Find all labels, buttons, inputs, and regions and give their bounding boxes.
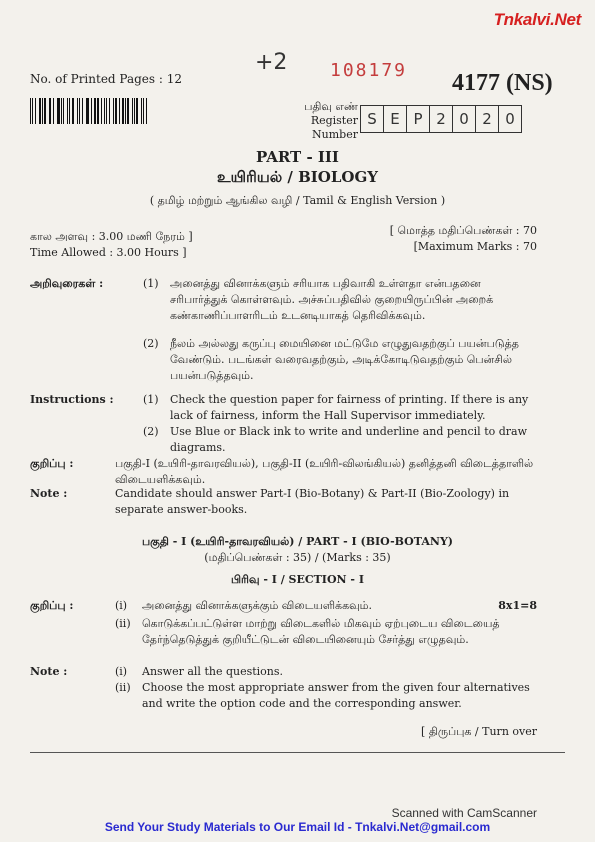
divider (30, 752, 565, 753)
register-digit: 0 (498, 106, 521, 132)
barcode-bar (119, 98, 120, 124)
register-label-english: Register Number (310, 114, 358, 141)
instruction-tamil-2: நீலம் அல்லது கருப்பு மையினை மட்டுமே எழுதுவதற்குப் பயன்படுத்த வேண்டும். படங்கள் வரைவதற்கும், அடிக்கோடிடுவதற்கும் பென்சில் பயன்படுத்தவும். (170, 337, 519, 382)
barcode-bar (141, 98, 142, 124)
max-marks-english: [Maximum Marks : 70 (413, 240, 537, 253)
section-one-title: பிரிவு - I / SECTION - I (231, 573, 364, 586)
note-item-number: (ii) (115, 681, 131, 694)
section-note-tamil-2: கொடுக்கப்பட்டுள்ள மாற்று விடைகளில் மிகவும் ஏற்புடைய விடையைத் தேர்ந்தெடுத்துக் குறியீட்டுடன் விடையினையும் சேர்த்து எழுதவும். (142, 617, 500, 646)
barcode-bar (86, 98, 87, 124)
stamp-number: 108179 (330, 60, 408, 81)
part-one-title: பகுதி - I (உயிரி-தாவரவியல்) / PART - I (BIO-BOTANY) (142, 535, 453, 548)
instruction-english-2: Use Blue or Black ink to write and underline and pencil to draw diagrams. (170, 425, 528, 454)
instruction-number: (2) (143, 425, 159, 438)
instruction-number: (1) (143, 277, 159, 290)
handwritten-mark: +2 (255, 50, 288, 75)
section-note-english-1: Answer all the questions. (142, 665, 284, 678)
section-score: 8x1=8 (498, 599, 537, 612)
register-number-boxes (360, 105, 522, 133)
barcode-bar (61, 98, 62, 124)
barcode-bar (134, 98, 135, 124)
barcode-bar (143, 98, 144, 124)
register-digit: 2 (429, 106, 452, 132)
register-label-tamil: பதிவு எண் (304, 100, 358, 113)
barcode-bar (97, 98, 98, 124)
barcode-bar (50, 98, 51, 124)
part-heading: PART - III (256, 148, 339, 166)
barcode-bar (79, 98, 80, 124)
note-item-number: (i) (115, 599, 128, 612)
register-digit: 0 (452, 106, 475, 132)
footer-email-banner[interactable]: Send Your Study Materials to Our Email Id - Tnkalvi.Net@gmail.com (104, 820, 491, 834)
instructions-english-label: Instructions : (30, 393, 114, 406)
note-tamil-text: பகுதி-I (உயிரி-தாவரவியல்), பகுதி-II (உயிரி-விலங்கியல்) தனித்தனி விடைத்தாளில் விடையளிக்கவும். (115, 457, 534, 486)
section-note-english-label: Note : (30, 665, 68, 678)
register-digit: S (367, 110, 377, 128)
part-one-marks: (மதிப்பெண்கள் : 35) / (Marks : 35) (204, 551, 391, 564)
barcode-bar (127, 98, 128, 124)
paper-code: 4177 (NS) (452, 70, 553, 96)
barcode-bar (91, 98, 92, 124)
barcode-bar (30, 98, 31, 124)
subject-heading: உயிரியல் / BIOLOGY (217, 168, 378, 186)
version-line: ( தமிழ் மற்றும் ஆங்கில வழி / Tamil & English Version ) (149, 194, 446, 207)
barcode-bar (67, 98, 68, 124)
barcode-bar (42, 98, 43, 124)
instruction-number: (2) (143, 337, 159, 350)
barcode-bar (35, 98, 36, 124)
note-tamil-label: குறிப்பு : (30, 457, 74, 470)
section-note-english-2: Choose the most appropriate answer from the given four alternatives and write the option code and the corresponding answer. (142, 681, 530, 710)
barcode-image (30, 98, 150, 124)
barcode-bar (69, 98, 70, 124)
time-allowed-english: Time Allowed : 3.00 Hours ] (30, 246, 187, 259)
barcode-bar (44, 98, 45, 124)
instruction-tamil-1: அனைத்து வினாக்களும் சரியாக பதிவாகி உள்ளதா என்பதனை சரிபார்த்துக் கொள்ளவும். அச்சுப்பதிவில் குறையிருப்பின் அறைக் கண்காணிப்பாளரிடம் உடனடியாகத் தெரிவிக்கவும். (170, 277, 494, 322)
barcode-bar (106, 98, 107, 124)
time-allowed-tamil: கால அளவு : 3.00 மணி நேரம் ] (30, 230, 193, 243)
barcode-bar (125, 98, 126, 124)
note-item-number: (i) (115, 665, 128, 678)
barcode-bar (115, 98, 117, 124)
note-item-number: (ii) (115, 617, 131, 630)
barcode-bar (113, 98, 114, 124)
barcode-bar (82, 98, 83, 124)
barcode-bar (49, 98, 50, 124)
max-marks-tamil: [ மொத்த மதிப்பெண்கள் : 70 (389, 224, 537, 237)
barcode-bar (122, 98, 123, 124)
barcode-bar (57, 98, 59, 124)
register-digit: E (383, 106, 406, 132)
site-brand-logo: Tnkalvi.Net (493, 10, 581, 29)
printed-pages: No. of Printed Pages : 12 (30, 72, 182, 86)
barcode-bar (146, 98, 147, 124)
note-english-text: Candidate should answer Part-I (Bio-Botany) & Part-II (Bio-Zoology) in separate answer-books. (115, 487, 510, 516)
barcode-bar (104, 98, 105, 124)
register-digit: P (406, 106, 429, 132)
barcode-bar (94, 98, 96, 124)
scanner-watermark: Scanned with CamScanner (391, 806, 537, 820)
instructions-tamil-label: அறிவுரைகள் : (30, 277, 104, 290)
barcode-bar (53, 98, 54, 124)
turn-over: [ திருப்புக / Turn over (421, 725, 537, 738)
barcode-bar (63, 98, 64, 124)
section-note-tamil-1: அனைத்து வினாக்களுக்கும் விடையளிக்கவும். (142, 599, 373, 612)
barcode-bar (32, 98, 33, 124)
register-number-label (274, 100, 358, 142)
barcode-bar (77, 98, 78, 124)
barcode-bar (132, 98, 133, 124)
barcode-bar (72, 98, 74, 124)
register-digit: 2 (475, 106, 498, 132)
barcode-bar (136, 98, 138, 124)
instruction-english-1: Check the question paper for fairness of printing. If there is any lack of fairness, inform the Hall Supervisor immediately. (170, 393, 529, 422)
barcode-bar (39, 98, 41, 124)
barcode-bar (87, 98, 88, 124)
section-note-tamil-label: குறிப்பு : (30, 599, 74, 612)
instruction-number: (1) (143, 393, 159, 406)
barcode-bar (109, 98, 110, 124)
note-english-label: Note : (30, 487, 68, 500)
barcode-bar (101, 98, 102, 124)
